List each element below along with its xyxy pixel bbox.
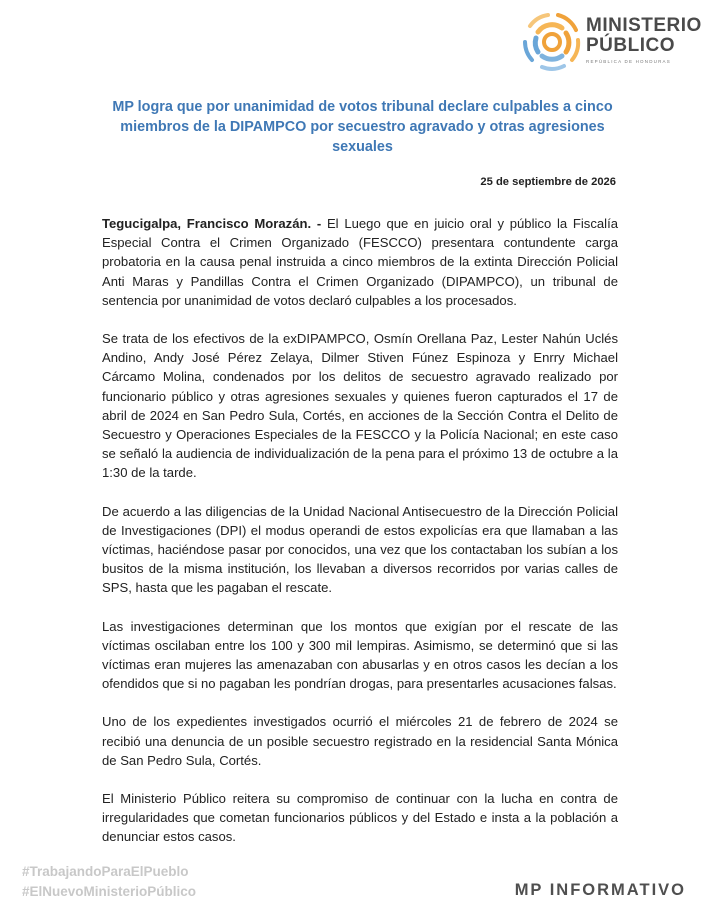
sunburst-logo-icon	[522, 12, 582, 72]
paragraph-1-text: El Luego que en juicio oral y público la Fiscalía Especial Contra el Crimen Organizado (FESCCO) presentara contundente carga probatoria en la causa penal instruida a cinco miembros de la extinta Dirección Policial Anti Maras y Pandillas Contra el Crimen Organizado (DIPAMPCO), un tribunal de sentencia por unanimidad de votos declaró culpables a los procesados.	[102, 216, 618, 308]
lead-location: Tegucigalpa, Francisco Morazán. -	[102, 216, 322, 231]
article-body	[102, 214, 618, 866]
hashtag-nuevo-ministerio: #ElNuevoMinisterioPúblico	[22, 884, 197, 899]
mp-informativo-brand: MP INFORMATIVO	[514, 881, 686, 899]
ministerio-publico-logo	[522, 12, 707, 72]
paragraph-5: Uno de los expedientes investigados ocurrió el miércoles 21 de febrero de 2024 se recibió una denuncia de un posible secuestro registrado en la residencial Santa Mónica de San Pedro Sula, Cortés.	[102, 714, 618, 768]
logo-subtitle: REPÚBLICA DE HONDURAS	[586, 59, 671, 64]
article-title: MP logra que por unanimidad de votos tribunal declare culpables a cinco miembros de la DIPAMPCO por secuestro agravado y otras agresiones sexuales	[112, 99, 613, 155]
logo-text-publico: PÚBLICO	[586, 35, 675, 56]
paragraph-1	[102, 214, 618, 310]
paragraph-3: De acuerdo a las diligencias de la Unidad Nacional Antisecuestro de la Dirección Policial de Investigaciones (DPI) el modus operandi de estos expolicías era que llamaban a las víctimas, haciéndose pasar por conocidos, una vez que los contactaban los subían a los busitos de la misma institución, los llevaban a diversos recorridos por varias calles de SPS, hasta que les pagaban el rescate.	[102, 503, 618, 596]
article-date: 25 de septiembre de 2026	[480, 176, 616, 188]
paragraph-4: Las investigaciones determinan que los montos que exigían por el rescate de las víctimas oscilaban entre los 100 y 300 mil lempiras. Asimismo, se determinó que si las víctimas eran mujeres las amenazaban con abusarlas y en otros casos les decían a los ofendidos que si no pagaban les pondrían drogas, para presentarles acusaciones falsas.	[102, 618, 618, 692]
hashtag-trabajando: #TrabajandoParaElPueblo	[22, 864, 189, 879]
paragraph-6: El Ministerio Público reitera su compromiso de continuar con la lucha en contra de irregularidades que cometan funcionarios públicos y del Estado e insta a la población a denunciar estos casos.	[102, 791, 618, 845]
logo-text-ministerio: MINISTERIO	[586, 15, 702, 36]
footer-hashtags	[22, 862, 196, 902]
paragraph-2: Se trata de los efectivos de la exDIPAMPCO, Osmín Orellana Paz, Lester Nahún Uclés Andino, Andy José Pérez Zelaya, Dilmer Stiven Fúnez Espinoza y Enrry Michael Cárcamo Molina, condenados por los delitos de secuestro agravado realizado por funcionario público y otras agresiones sexuales y quienes fueron capturados el 17 de abril de 2024 en San Pedro Sula, Cortés, en acciones de la Sección Contra el Delito de Secuestro y Operaciones Especiales de la FESCCO y la Policía Nacional; en este caso se señaló la audiencia de individualización de la pena para el próximo 13 de octubre a la 1:30 de la tarde.	[102, 331, 618, 481]
